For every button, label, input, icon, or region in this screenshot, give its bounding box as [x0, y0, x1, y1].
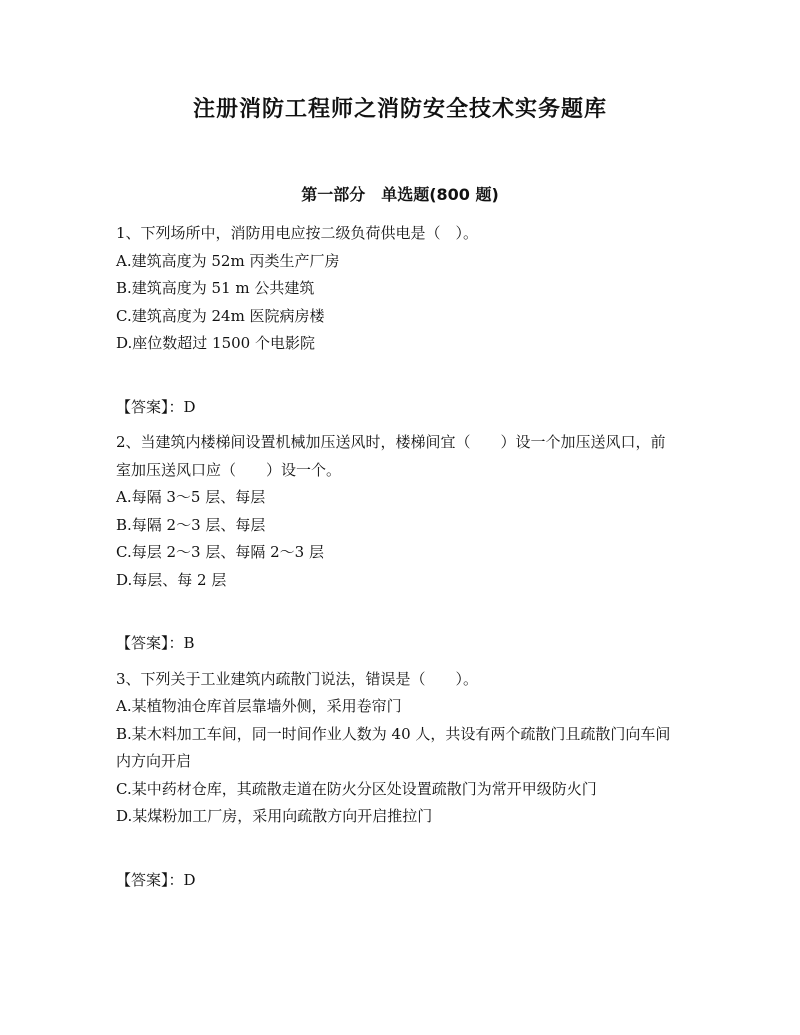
option-d: D.某煤粉加工厂房，采用向疏散方向开启推拉门 [116, 807, 433, 825]
option-b: B.每隔 2～3 层、每层 [116, 515, 266, 534]
option-b: B.建筑高度为 51 m 公共建筑 [116, 279, 315, 297]
option-c: C.建筑高度为 24m 医院病房楼 [116, 306, 325, 325]
question-stem: 3、下列关于工业建筑内疏散门说法，错误是（ ）。 [116, 669, 479, 688]
option-a: A.建筑高度为 52m 丙类生产厂房 [116, 251, 340, 270]
question-stem: 1、下列场所中，消防用电应按二级负荷供电是（ ）。 [116, 224, 479, 242]
question-2 [116, 429, 676, 658]
question-3 [116, 666, 676, 895]
option-a: A.某植物油仓库首层靠墙外侧，采用卷帘门 [116, 697, 402, 715]
answer-line: 【答案】：D [116, 397, 196, 416]
option-a: A.每隔 3～5 层、每层 [116, 488, 266, 506]
answer-line: 【答案】：D [116, 870, 196, 889]
question-1 [116, 220, 676, 421]
option-c: C.每层 2～3 层、每隔 2～3 层 [116, 543, 324, 561]
answer-line: 【答案】：B [116, 634, 195, 652]
question-list [116, 220, 676, 902]
option-c: C.某中药材仓库，其疏散走道在防火分区处设置疏散门为常开甲级防火门 [116, 779, 597, 798]
option-d: D.每层、每 2 层 [116, 570, 227, 589]
document-title: 注册消防工程师之消防安全技术实务题库 [192, 97, 607, 122]
option-d: D.座位数超过 1500 个电影院 [116, 334, 315, 352]
option-b: B.某木料加工车间，同一时间作业人数为 40 人，共设有两个疏散门且疏散门向车间内方向开启 [116, 724, 671, 770]
question-stem: 2、当建筑内楼梯间设置机械加压送风时，楼梯间宜（ ）设一个加压送风口，前室加压送风口应（ ）设一个。 [116, 433, 666, 479]
section-heading: 第一部分 单选题(800 题) [301, 185, 499, 204]
